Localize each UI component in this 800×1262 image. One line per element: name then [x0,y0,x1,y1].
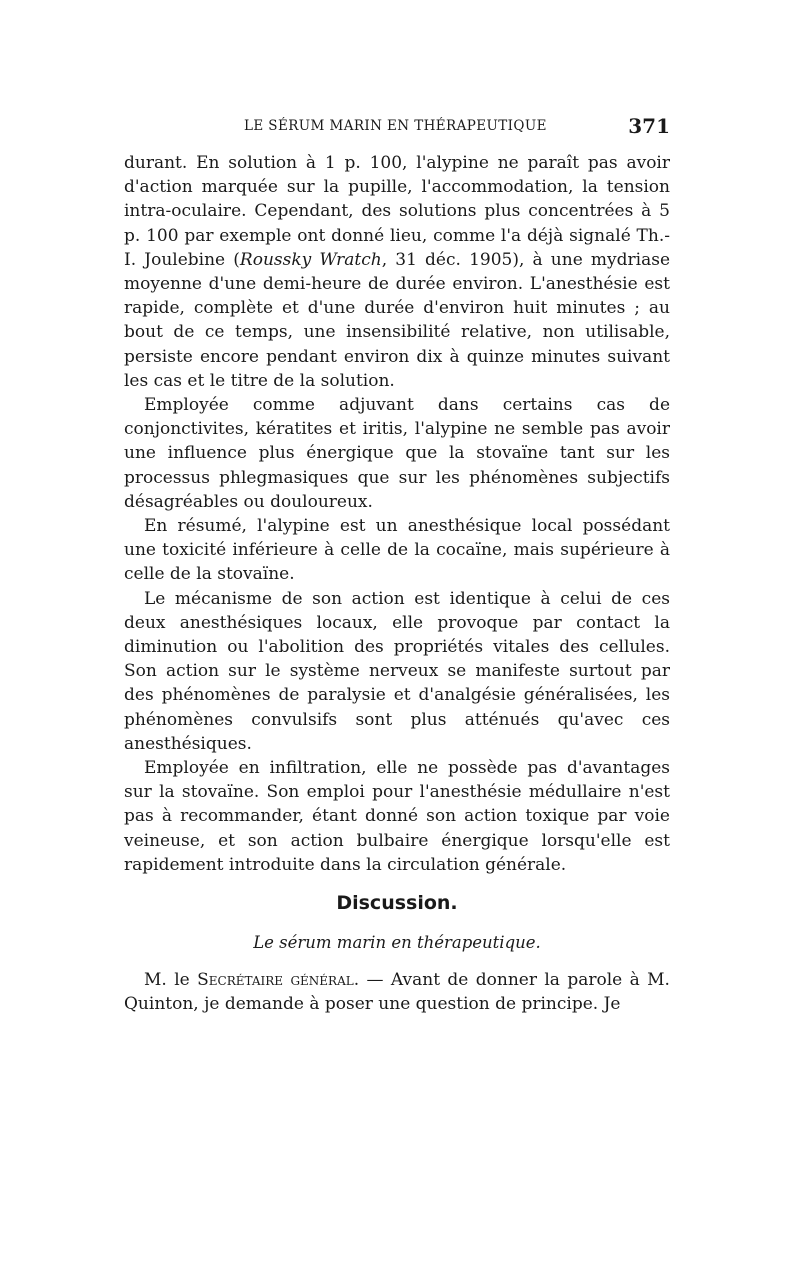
discussion-subheading: Le sérum marin en thérapeutique. [253,933,541,952]
speaker-dash: . — [353,970,391,990]
paragraph-alypine-effects [124,151,670,393]
paragraph-adjuvant: Employée comme adjuvant dans certains cas de conjonctivites, kératites et iritis, l'alypine ne semble pas avoir une influence plus énergique que la stovaïne tant sur les processus phlegmasiques que sur les phénomènes subjectifs désagréables ou douloureux. [124,395,670,512]
speaker-prefix: M. le [144,970,198,990]
speaker-title: Secrétaire général [197,970,354,990]
paragraph-text: durant. En solution à 1 p. 100, l'alypine ne paraît pas avoir d'action marquée sur la pupille, l'accommodation, la tension intra-oculaire. Cependant, des solutions plus concentrées à 5 p. 100 par exemple ont donné lieu, comme l'a déjà signalé Th.-I. Joulebine ( [124,153,670,270]
paragraph-infiltration: Employée en infiltration, elle ne possède pas d'avantages sur la stovaïne. Son emploi pour l'anesthésie médullaire n'est pas à recommander, étant donné son action toxique par voie veineuse, et son action bulbaire énergique lorsqu'elle est rapidement introduite dans la circulation générale. [124,758,670,875]
speaker-text: Avant de donner la parole à M. Quinton, je demande à poser une question de principe. Je [124,970,670,1015]
journal-citation: Roussky Wratch [239,249,382,270]
discussion-text [124,968,670,1016]
page-number: 371 [628,114,670,138]
running-head [124,116,670,140]
paragraph-summary: En résumé, l'alypine est un anesthésique local possédant une toxicité inférieure à celle de la cocaïne, mais supérieure à celle de la stovaïne. [124,516,670,585]
paragraph-mechanism: Le mécanisme de son action est identique à celui de ces deux anesthésiques locaux, elle provoque par contact la diminution ou l'abolition des propriétés vitales des cellules. Son action sur le système nerveux se manifeste surtout par des phénomènes de paralysie et d'analgésie généralisées, les phénomènes convulsifs sont plus atténués qu'avec ces anesthésiques. [124,588,670,754]
paragraph-text: , 31 déc. 1905), à une mydriase moyenne d'une demi-heure de durée environ. L'anesthésie est rapide, complète et d'une durée d'environ huit minutes ; au bout de ce temps, une insensibilité relative, non utilisable, persiste encore pendant environ dix à quinze minutes suivant les cas et le titre de la solution. [124,249,671,391]
paragraph-secretary [124,968,670,1016]
running-title: LE SÉRUM MARIN EN THÉRAPEUTIQUE [244,118,547,134]
discussion-heading: Discussion. [336,892,458,914]
body-text [124,151,670,877]
